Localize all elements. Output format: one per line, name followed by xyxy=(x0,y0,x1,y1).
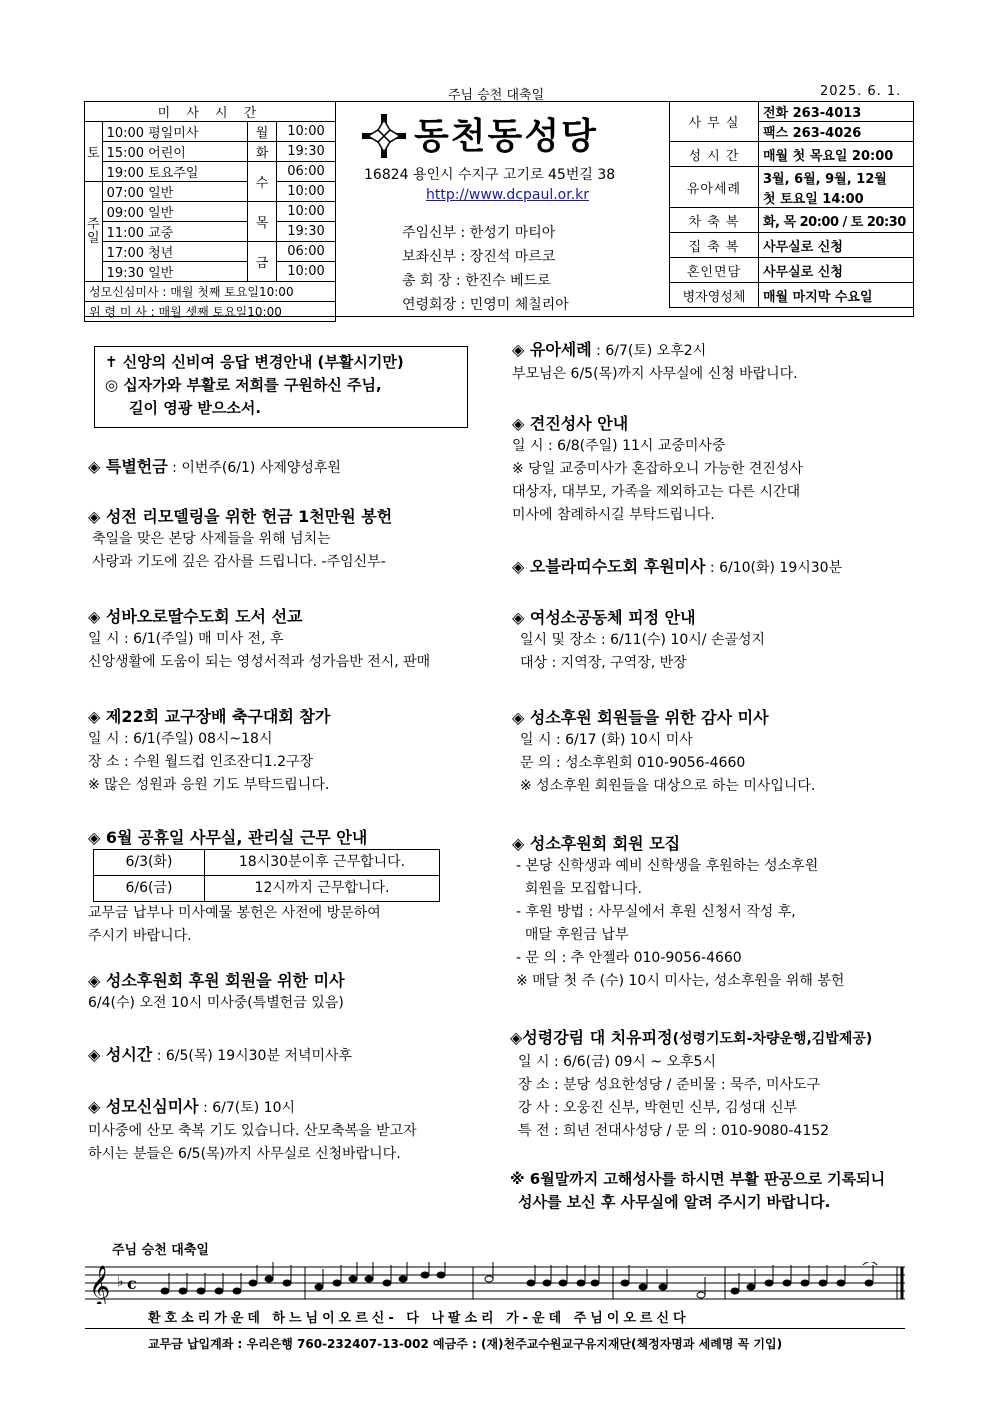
section-line: ※ 매달 첫 주 (수) 10시 미사는, 성소후원을 위해 봉헌 xyxy=(516,973,845,989)
notice-special-collection xyxy=(88,455,488,480)
section-detail: : 6/7(토) 오후2시 xyxy=(591,343,707,359)
office-label: 집 축 복 xyxy=(670,233,759,258)
section-line: 회원을 모집합니다. xyxy=(516,881,642,897)
weekday-time: 10:00 xyxy=(277,122,336,142)
notice-vocation-recruit xyxy=(512,832,912,993)
notice-line: 길이 영광 받으소서. xyxy=(129,399,262,417)
office-label: 성 시 간 xyxy=(670,142,759,167)
office-label: 차 축 복 xyxy=(670,208,759,233)
weekday-time: 10:00 xyxy=(277,182,336,202)
section-title: ◈성령강림 대 치유피정 xyxy=(510,1028,673,1047)
mass-entry: 19:00 토요주일 xyxy=(102,162,247,182)
special-mass-1: 성모신심미사 : 매월 첫째 토요일10:00 xyxy=(85,282,336,302)
section-title: ◈ 견진성사 안내 xyxy=(512,414,629,433)
weekday-label: 금 xyxy=(248,242,277,282)
section-line: 신앙생활에 도움이 되는 영성서적과 성가음반 전시, 판매 xyxy=(88,654,431,670)
notice-healing-retreat xyxy=(510,1026,910,1143)
svg-text:c: c xyxy=(127,1274,137,1293)
section-line: 축일을 맞은 본당 사제들을 위해 넘치는 xyxy=(92,531,331,547)
weekday-label: 화 xyxy=(248,142,277,162)
section-line: 장 소 : 수원 월드컵 인조잔디1.2구장 xyxy=(88,754,314,770)
section-line: 하시는 분들은 6/5(목)까지 사무실로 신청바랍니다. xyxy=(88,1146,401,1162)
office-value: 3월, 6월, 9월, 12월 xyxy=(759,167,914,188)
saturday-label: 토 xyxy=(85,122,103,182)
office-label: 유아세례 xyxy=(670,167,759,208)
notice-vocation-mass xyxy=(88,969,488,1015)
holiday-date: 6/3(화) xyxy=(94,850,205,876)
notice-oblati-mass xyxy=(512,555,912,580)
section-line: 대상자, 대부모, 가족을 제외하고는 다른 시간대 xyxy=(512,484,801,500)
section-line: ※ 6월말까지 고해성사를 하시면 부활 판공으로 기록되니 xyxy=(510,1170,886,1188)
weekday-time: 06:00 xyxy=(277,242,336,262)
section-line: 일 시 : 6/1(주일) 08시~18시 xyxy=(88,731,273,747)
notice-remodeling xyxy=(88,505,488,574)
mass-entry: 09:00 일반 xyxy=(102,202,247,222)
notice-confession xyxy=(510,1168,910,1214)
section-line: 강 사 : 오웅진 신부, 박현민 신부, 김성대 신부 xyxy=(518,1100,798,1116)
staff-item: 총 회 장 : 한진수 베드로 xyxy=(402,273,551,289)
mass-times-title: 미 사 시 간 xyxy=(85,102,336,122)
staff-item: 주임신부 : 한성기 마티아 xyxy=(402,225,556,241)
section-line: ※ 많은 성원과 응원 기도 부탁드립니다. xyxy=(88,777,330,793)
notice-holiday-office xyxy=(88,826,488,948)
section-line: 특 전 : 희년 전대사성당 / 문 의 : 010-9080-4152 xyxy=(518,1123,830,1139)
weekday-time: 06:00 xyxy=(277,162,336,182)
notice-book-mission xyxy=(88,605,488,674)
section-detail: : 이번주(6/1) 사제양성후원 xyxy=(167,460,341,476)
section-line: 교무금 납부나 미사예물 봉헌은 사전에 방문하여 xyxy=(88,905,381,921)
office-value: 사무실로 신청 xyxy=(759,258,914,283)
section-line: ※ 성소후원 회원들을 대상으로 하는 미사입니다. xyxy=(520,778,816,794)
mass-entry: 17:00 청년 xyxy=(102,242,247,262)
music-title: 주님 승천 대축일 xyxy=(112,1243,209,1258)
section-line: - 문 의 : 추 안젤라 010-9056-4660 xyxy=(516,950,742,966)
office-value: 첫 토요일 14:00 xyxy=(759,187,914,208)
section-line: 장 소 : 분당 성요한성당 / 준비물 : 묵주, 미사도구 xyxy=(518,1077,821,1093)
svg-text:𝄞: 𝄞 xyxy=(89,1266,111,1304)
feast-title: 주님 승천 대축일 xyxy=(448,88,545,103)
section-line: 부모님은 6/5(목)까지 사무실에 신청 바랍니다. xyxy=(512,366,798,382)
section-title: ◈ 유아세례 xyxy=(512,340,592,359)
svg-text:♭: ♭ xyxy=(117,1274,124,1290)
office-value: 팩스 263-4026 xyxy=(759,122,914,142)
church-website-link[interactable]: http://www.dcpaul.or.kr xyxy=(426,187,590,203)
section-line: 일시 및 장소 : 6/11(수) 10시/ 손골성지 xyxy=(520,632,766,648)
church-address: 16824 용인시 수지구 고기로 45번길 38 xyxy=(364,167,616,183)
weekday-label: 월 xyxy=(248,122,277,142)
weekday-time: 19:30 xyxy=(277,222,336,242)
section-title: ◈ 성소후원회 후원 회원을 위한 미사 xyxy=(88,971,345,990)
mass-entry: 15:00 어린이 xyxy=(102,142,247,162)
section-detail: : 6/7(토) 10시 xyxy=(198,1100,296,1116)
section-line: 일 시 : 6/17 (화) 10시 미사 xyxy=(520,732,693,748)
notice-confirmation xyxy=(512,412,912,527)
holiday-hours: 18시30분이후 근무합니다. xyxy=(205,850,440,876)
notice-thanks-mass xyxy=(512,706,912,798)
holiday-date: 6/6(금) xyxy=(94,876,205,902)
section-title: ◈ 성소후원 회원들을 위한 감사 미사 xyxy=(512,708,769,727)
section-title: ◈ 성바오로딸수도회 도서 선교 xyxy=(88,607,303,626)
office-label: 병자영성체 xyxy=(670,283,759,308)
section-title: ◈ 특별헌금 xyxy=(88,457,168,476)
section-title: ◈ 제22회 교구장배 축구대회 참가 xyxy=(88,707,331,726)
section-line: 성사를 보신 후 사무실에 알려 주시기 바랍니다. xyxy=(518,1193,831,1211)
liturgy-notice-box xyxy=(94,346,468,428)
section-line: - 후원 방법 : 사무실에서 후원 신청서 작성 후, xyxy=(516,904,796,920)
notice-line: ◎ 십자가와 부활로 저희를 구원하신 주님, xyxy=(105,376,382,394)
office-value: 매월 첫 목요일 20:00 xyxy=(759,142,914,167)
bulletin-date: 2025. 6. 1. xyxy=(820,84,902,99)
section-line: 주시기 바랍니다. xyxy=(88,928,192,944)
office-label: 혼인면담 xyxy=(670,258,759,283)
section-line: - 본당 신학생과 예비 신학생을 후원하는 성소후원 xyxy=(516,858,819,874)
office-value: 사무실로 신청 xyxy=(759,233,914,258)
office-info-table xyxy=(669,101,914,308)
section-line: 일 시 : 6/8(주일) 11시 교중미사중 xyxy=(512,438,726,454)
notice-marian-mass xyxy=(88,1095,488,1166)
office-value: 화, 목 20:00 / 토 20:30 xyxy=(759,208,914,233)
notice-holy-hour xyxy=(88,1043,488,1068)
staff-list xyxy=(402,221,569,317)
weekday-time: 10:00 xyxy=(277,262,336,282)
section-title: ◈ 6월 공휴일 사무실, 관리실 근무 안내 xyxy=(88,828,368,847)
section-line: 미사중에 산모 축복 기도 있습니다. 산모축복을 받고자 xyxy=(88,1123,417,1139)
sunday-label: 주일 xyxy=(85,182,103,282)
staff-item: 연령회장 : 민영미 체칠리아 xyxy=(402,297,569,313)
section-line: ※ 당일 교중미사가 혼잡하오니 가능한 견진성사 xyxy=(512,461,803,477)
holiday-hours-table xyxy=(93,849,440,902)
mass-times-table xyxy=(84,101,336,322)
staff-item: 보좌신부 : 장진석 마르코 xyxy=(402,249,556,265)
notice-soccer xyxy=(88,705,488,797)
section-line: 사랑과 기도에 깊은 감사를 드립니다. -주임신부- xyxy=(92,554,386,570)
section-title: ◈ 성전 리모델링을 위한 헌금 1천만원 봉헌 xyxy=(88,507,393,526)
music-staff xyxy=(85,1262,905,1304)
office-value: 전화 263-4013 xyxy=(759,102,914,122)
section-subtitle: (성령기도회-차량운행,김밥제공) xyxy=(672,1031,873,1047)
holiday-hours: 12시까지 근무합니다. xyxy=(205,876,440,902)
weekday-time: 10:00 xyxy=(277,202,336,222)
cross-logo-icon xyxy=(360,112,408,160)
section-title: ◈ 성시간 xyxy=(88,1045,153,1064)
mass-entry: 11:00 교중 xyxy=(102,222,247,242)
section-line: 미사에 참례하시길 부탁드립니다. xyxy=(512,507,715,523)
office-label: 사 무 실 xyxy=(670,102,759,142)
church-name: 동천동성당 xyxy=(414,116,598,157)
section-title: ◈ 오블라띠수도회 후원미사 xyxy=(512,557,706,576)
notice-women-retreat xyxy=(512,606,912,675)
section-line: 매달 후원금 납부 xyxy=(516,927,629,943)
special-mass-2: 위 령 미 사 : 매월 셋째 토요일10:00 xyxy=(85,302,336,322)
weekday-time: 19:30 xyxy=(277,142,336,162)
music-lyrics: 환호소리가운데 하느님이오르신- 다 나팔소리 가-운데 주님이오르신다 xyxy=(148,1311,690,1326)
weekday-label: 수 xyxy=(248,162,277,202)
notice-infant-baptism xyxy=(512,338,912,386)
section-line: 6/4(수) 오전 10시 미사중(특별헌금 있음) xyxy=(88,995,344,1011)
section-line: 대상 : 지역장, 구역장, 반장 xyxy=(520,655,687,671)
notice-title: ✝ 신앙의 신비여 응답 변경안내 (부활시기만) xyxy=(105,353,404,371)
footer-account: 교무금 납입계좌 : 우리은행 760-232407-13-002 예금주 : (재)천주교수원교구유지재단(책정자명과 세례명 꼭 기입) xyxy=(148,1337,783,1351)
section-line: 일 시 : 6/6(금) 09시 ~ 오후5시 xyxy=(518,1054,716,1070)
weekday-label: 목 xyxy=(248,202,277,242)
section-detail: : 6/10(화) 19시30분 xyxy=(705,560,843,576)
section-title: ◈ 성소후원회 회원 모집 xyxy=(512,834,681,853)
mass-entry: 07:00 일반 xyxy=(102,182,247,202)
mass-entry: 10:00 평일미사 xyxy=(102,122,247,142)
section-title: ◈ 여성소공동체 피정 안내 xyxy=(512,608,696,627)
office-value: 매월 마지막 수요일 xyxy=(759,283,914,308)
section-title: ◈ 성모신심미사 xyxy=(88,1097,199,1116)
section-line: 문 의 : 성소후원회 010-9056-4660 xyxy=(520,755,746,771)
section-line: 일 시 : 6/1(주일) 매 미사 전, 후 xyxy=(88,631,284,647)
section-detail: : 6/5(목) 19시30분 저녁미사후 xyxy=(152,1048,353,1064)
mass-entry: 19:30 일반 xyxy=(102,262,247,282)
footer-divider xyxy=(85,1328,905,1329)
